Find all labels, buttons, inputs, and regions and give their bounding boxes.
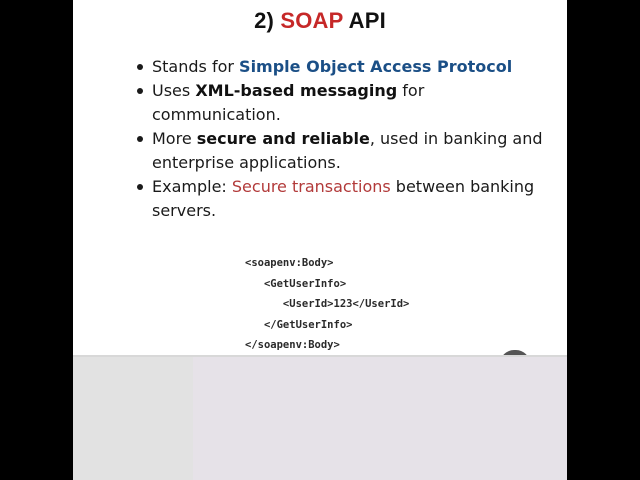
bullet-text: More [152,129,197,148]
bullet-dot-icon [137,136,143,142]
bullet-dot-icon [137,64,143,70]
xml-code-block [245,253,409,356]
bullet-text: Uses [152,81,196,100]
bullet-text: for communication. [152,81,425,124]
bullet-highlight: secure and reliable [196,129,370,148]
bullet-text: Example: [152,177,232,196]
bullet-highlight: XML-based messaging [195,81,398,100]
bullet-highlight: Secure transactions [231,177,391,196]
video-frame [73,0,567,480]
bottom-overlay-panel [73,355,567,480]
code-line: <GetUserInfo> [245,277,347,290]
code-line: </GetUserInfo> [245,318,353,331]
bullet-item [135,127,555,175]
title-accent: SOAP [280,8,344,33]
code-line: <UserId>123</UserId> [245,298,410,310]
bullet-text: Stands for [152,57,240,76]
bullet-item [135,175,555,223]
bullet-item [135,79,555,127]
bullet-highlight: Simple Object Access Protocol [239,57,513,76]
bullet-dot-icon [137,184,143,190]
bullet-list [135,55,555,223]
slide-title [73,8,567,34]
bullet-dot-icon [137,88,143,94]
code-line: <soapenv:Body> [245,257,334,269]
code-line: </soapenv:Body> [245,339,340,351]
panel-left-region [73,357,193,480]
title-prefix: 2) [254,8,281,33]
bullet-text: between banking servers. [152,177,535,220]
bullet-item [135,55,555,79]
title-suffix: API [343,8,386,33]
bullet-text: , used in banking and enterprise applications. [152,129,543,172]
